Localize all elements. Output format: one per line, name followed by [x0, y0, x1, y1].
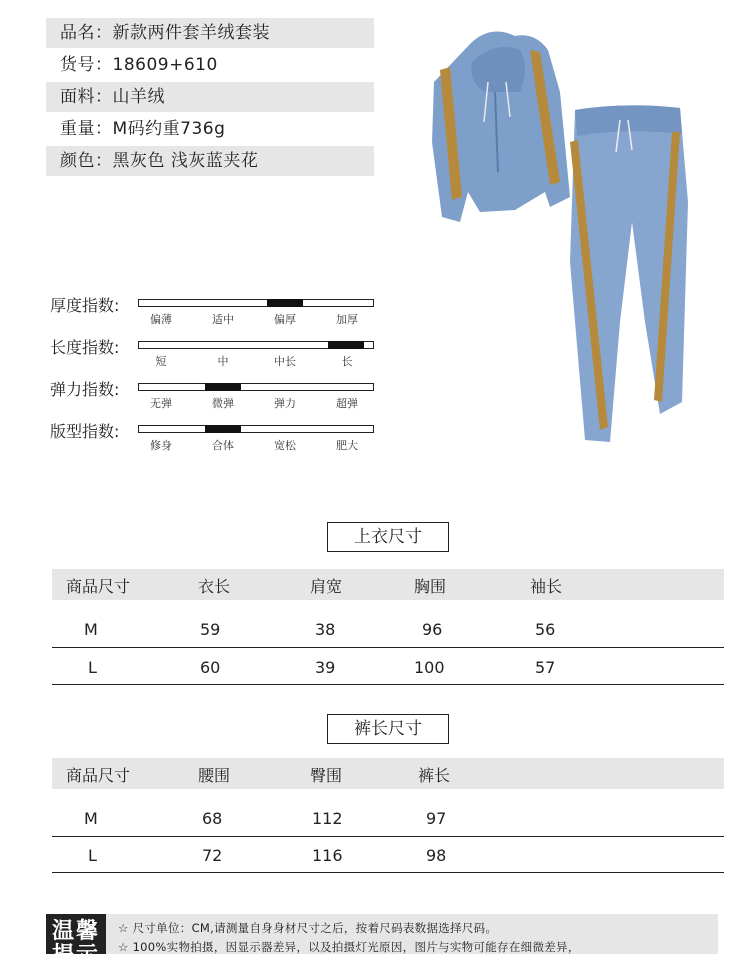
elasticity-index	[50, 380, 380, 423]
fit-index	[50, 422, 380, 465]
index-bar	[138, 383, 374, 391]
table-cell: 100	[414, 658, 445, 677]
pants-size-title: 裤长尺寸	[327, 714, 449, 744]
table-cell: 68	[202, 809, 223, 828]
table-cell: 112	[312, 809, 343, 828]
spec-name: 品名：新款两件套羊绒套装	[46, 18, 374, 48]
pants-shape	[570, 105, 688, 442]
table-cell: 60	[200, 658, 221, 677]
index-option: 合体	[212, 439, 234, 452]
table-row	[52, 800, 724, 837]
notice-panel	[46, 914, 718, 968]
table-cell: 97	[426, 809, 447, 828]
thickness-index	[50, 296, 380, 339]
index-option: 无弹	[150, 397, 172, 410]
column-header: 胸围	[414, 577, 447, 596]
index-option: 偏厚	[274, 313, 296, 326]
spec-item-number: 货号：18609+610	[60, 55, 218, 75]
length-index	[50, 338, 380, 381]
index-label: 弹力指数:	[50, 380, 120, 399]
table-cell: 39	[315, 658, 336, 677]
index-bar	[138, 299, 374, 307]
index-marker	[205, 383, 241, 391]
table-cell: M	[84, 620, 98, 639]
table-cell: 72	[202, 846, 223, 865]
top-size-title: 上衣尺寸	[327, 522, 449, 552]
table-row	[52, 611, 724, 648]
index-option: 中	[217, 355, 229, 368]
index-bar	[138, 341, 374, 349]
index-label: 厚度指数:	[50, 296, 120, 315]
spec-fabric: 面料：山羊绒	[46, 82, 374, 112]
column-header: 腰围	[198, 766, 231, 785]
index-option: 中长	[274, 355, 296, 368]
table-cell: L	[88, 658, 97, 677]
table-cell: 98	[426, 846, 447, 865]
table-cell: 116	[312, 846, 343, 865]
table-row	[52, 648, 724, 685]
index-option: 长	[341, 355, 353, 368]
product-image	[420, 22, 710, 447]
table-cell: L	[88, 846, 97, 865]
table-cell: 57	[535, 658, 556, 677]
table-cell: 38	[315, 620, 336, 639]
table-cell: 59	[200, 620, 221, 639]
index-marker	[328, 341, 364, 349]
index-option: 宽松	[274, 439, 296, 452]
table-row	[52, 836, 724, 873]
notice-line: ☆ 100%实物拍摄，因显示器差异，以及拍摄灯光原因，图片与实物可能存在细微差异，	[118, 940, 580, 954]
index-option: 偏薄	[150, 313, 172, 326]
column-header: 裤长	[418, 766, 451, 785]
index-option: 弹力	[274, 397, 296, 410]
spec-color: 颜色：黑灰色 浅灰蓝夹花	[46, 146, 374, 176]
index-label: 版型指数:	[50, 422, 120, 441]
column-header: 肩宽	[310, 577, 343, 596]
column-header: 商品尺寸	[66, 577, 131, 596]
table-cell: 56	[535, 620, 556, 639]
pants-table-header	[52, 758, 724, 789]
column-header: 袖长	[530, 577, 563, 596]
hoodie-shape	[432, 32, 570, 223]
table-cell: 96	[422, 620, 443, 639]
table-cell: M	[84, 809, 98, 828]
index-marker	[205, 425, 241, 433]
index-option: 微弹	[212, 397, 234, 410]
index-marker	[267, 299, 303, 307]
notice-badge: 温馨提示	[46, 914, 106, 954]
spec-weight: 重量：M码约重736g	[60, 119, 226, 139]
index-option: 短	[155, 355, 167, 368]
index-option: 修身	[150, 439, 172, 452]
notice-line: ☆ 尺寸单位：CM,请测量自身身材尺寸之后，按着尺码表数据选择尺码。	[118, 921, 498, 935]
column-header: 商品尺寸	[66, 766, 131, 785]
index-option: 加厚	[336, 313, 358, 326]
column-header: 臀围	[310, 766, 343, 785]
index-option: 肥大	[336, 439, 358, 452]
index-bar	[138, 425, 374, 433]
top-table-header	[52, 569, 724, 600]
index-option: 超弹	[336, 397, 358, 410]
column-header: 衣长	[198, 577, 231, 596]
index-option: 适中	[212, 313, 234, 326]
index-label: 长度指数:	[50, 338, 120, 357]
